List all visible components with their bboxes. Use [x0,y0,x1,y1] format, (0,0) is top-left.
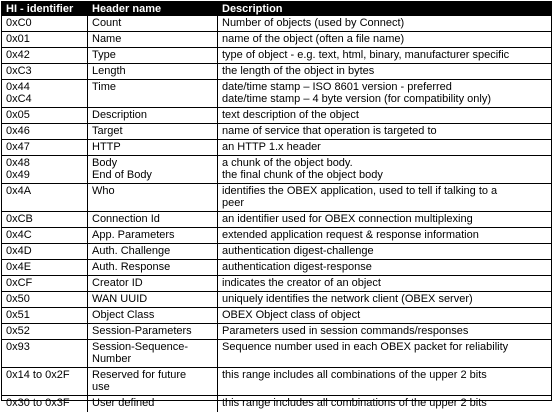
cell-text: name of service that operation is targeted to [222,125,437,137]
hi-identifier-cell [2,124,88,139]
header-name-cell [88,244,218,259]
hi-identifier-cell [2,32,88,47]
header-name-cell [88,292,218,307]
table-row [2,108,551,124]
cell-text: Auth. Response [92,261,171,273]
cell-text: type of object - e.g. text, html, binary, manufacturer specific [222,49,510,61]
cell-text: 0x05 [6,109,30,121]
cell-text: authentication digest-response [222,261,372,273]
hi-identifier-cell [2,212,88,227]
description-cell [218,276,551,291]
description-cell [218,16,551,31]
header-name-cell [88,308,218,323]
hi-identifier-cell [2,140,88,155]
header-name-cell [88,260,218,275]
cell-text: Target [92,125,123,137]
table-row [2,308,551,324]
cell-text: OBEX Object class of object [222,309,361,321]
obex-header-table [1,1,552,409]
cell-text: 0x49 [6,169,30,181]
table-row [2,396,551,412]
cell-text: Sequence number used in each OBEX packet for reliability [222,341,509,353]
cell-text: 0xCF [6,277,33,289]
cell-text: date/time stamp – ISO 8601 version - preferred [222,81,452,93]
description-cell [218,212,551,227]
table-row [2,276,551,292]
cell-text: Who [92,185,115,197]
cell-text: 0x52 [6,325,30,337]
header-name-cell [88,32,218,47]
hi-identifier-cell [2,156,88,183]
description-cell [218,228,551,243]
cell-text: authentication digest-challenge [222,245,374,257]
hi-identifier-cell [2,368,88,395]
cell-text: Auth. Challenge [92,245,171,257]
table-row [2,156,551,184]
description-cell [218,140,551,155]
header-name-cell [88,108,218,123]
table-row [2,324,551,340]
hi-identifier-cell [2,396,88,412]
cell-text: 0xC0 [6,17,32,29]
cell-text: identifies the OBEX application, used to tell if talking to a [222,185,498,197]
hi-identifier-cell [2,64,88,79]
cell-text: 0x51 [6,309,30,321]
cell-text: 0x93 [6,341,30,353]
hi-identifier-cell [2,292,88,307]
hi-identifier-cell [2,80,88,107]
description-cell [218,124,551,139]
description-cell [218,80,551,107]
cell-text: 0xC4 [6,93,32,105]
hi-identifier-cell [2,260,88,275]
cell-text: an identifier used for OBEX connection multiplexing [222,213,473,225]
cell-text: a chunk of the object body. [222,157,353,169]
cell-text: Body [92,157,118,169]
hi-identifier-cell [2,324,88,339]
cell-text: 0x47 [6,141,30,153]
table-row [2,124,551,140]
hi-identifier-cell [2,308,88,323]
cell-text: an HTTP 1.x header [222,141,321,153]
cell-text: 0x14 to 0x2F [6,369,70,381]
cell-text: End of Body [92,169,152,181]
description-cell [218,48,551,63]
cell-text: peer [222,197,245,209]
column-header-hi-identifier: HI - identifier [2,2,88,15]
description-cell [218,324,551,339]
cell-text: Reserved for future [92,369,187,381]
header-name-cell [88,276,218,291]
header-name-cell [88,184,218,211]
cell-text: Name [92,33,122,45]
header-name-cell [88,212,218,227]
cell-text: Length [92,65,126,77]
hi-identifier-cell [2,16,88,31]
description-cell [218,108,551,123]
cell-text: Session-Parameters [92,325,192,337]
table-body [2,16,551,412]
table-row [2,64,551,80]
table-row [2,368,551,396]
table-row [2,244,551,260]
cell-text: WAN UUID [92,293,148,305]
description-cell [218,396,551,412]
cell-text: 0x48 [6,157,30,169]
cell-text: 0x42 [6,49,30,61]
description-cell [218,340,551,367]
cell-text: Number of objects (used by Connect) [222,17,405,29]
cell-text: extended application request & response information [222,229,479,241]
table-row [2,16,551,32]
cell-text: the length of the object in bytes [222,65,375,77]
cell-text: this range includes all combinations of the upper 2 bits [222,369,487,381]
header-name-cell [88,64,218,79]
hi-identifier-cell [2,244,88,259]
table-row [2,32,551,48]
header-name-cell [88,156,218,183]
table-row [2,260,551,276]
hi-identifier-cell [2,184,88,211]
column-header-description: Description [218,2,551,15]
hi-identifier-cell [2,276,88,291]
cell-text: indicates the creator of an object [222,277,381,289]
column-header-header-name: Header name [88,2,218,15]
header-name-cell [88,368,218,395]
table-row [2,212,551,228]
header-name-cell [88,80,218,107]
hi-identifier-cell [2,108,88,123]
cell-text: 0x30 to 0x3F [6,397,70,409]
cell-text: 0x44 [6,81,30,93]
cell-text: this range includes all combinations of the upper 2 bits [222,397,487,409]
description-cell [218,368,551,395]
cell-text: 0x4C [6,229,32,241]
description-cell [218,244,551,259]
header-name-cell [88,228,218,243]
cell-text: Description [92,109,148,121]
header-name-cell [88,140,218,155]
cell-text: 0xCB [6,213,33,225]
description-cell [218,260,551,275]
description-cell [218,308,551,323]
cell-text: 0x01 [6,33,30,45]
description-cell [218,292,551,307]
cell-text: name of the object (often a file name) [222,33,405,45]
cell-text: uniquely identifies the network client (OBEX server) [222,293,473,305]
cell-text: text description of the object [222,109,359,121]
hi-identifier-cell [2,228,88,243]
header-name-cell [88,16,218,31]
cell-text: 0x50 [6,293,30,305]
header-name-cell [88,340,218,367]
table-row [2,184,551,212]
cell-text: HTTP [92,141,121,153]
cell-text: Type [92,49,116,61]
header-name-cell [88,48,218,63]
cell-text: Count [92,17,122,29]
header-name-cell [88,396,218,412]
cell-text: Session-Sequence- [92,341,189,353]
cell-text: the final chunk of the object body [222,169,383,181]
cell-text: 0x4A [6,185,32,197]
hi-identifier-cell [2,48,88,63]
cell-text: Connection Id [92,213,160,225]
table-row [2,48,551,64]
cell-text: Parameters used in session commands/responses [222,325,469,337]
table-row [2,292,551,308]
hi-identifier-cell [2,340,88,367]
table-header-row [2,2,551,16]
cell-text: Creator ID [92,277,143,289]
cell-text: Time [92,81,117,93]
table-row [2,140,551,156]
cell-text: Number [92,353,132,365]
header-name-cell [88,124,218,139]
cell-text: User defined [92,397,155,409]
cell-text: use [92,381,110,393]
cell-text: 0x4D [6,245,32,257]
description-cell [218,156,551,183]
description-cell [218,32,551,47]
cell-text: App. Parameters [92,229,175,241]
description-cell [218,184,551,211]
cell-text: Object Class [92,309,155,321]
table-row [2,340,551,368]
header-name-cell [88,324,218,339]
table-row [2,80,551,108]
cell-text: 0x46 [6,125,30,137]
cell-text: 0xC3 [6,65,32,77]
description-cell [218,64,551,79]
table-row [2,228,551,244]
cell-text: date/time stamp – 4 byte version (for compatibility only) [222,93,492,105]
cell-text: 0x4E [6,261,32,273]
